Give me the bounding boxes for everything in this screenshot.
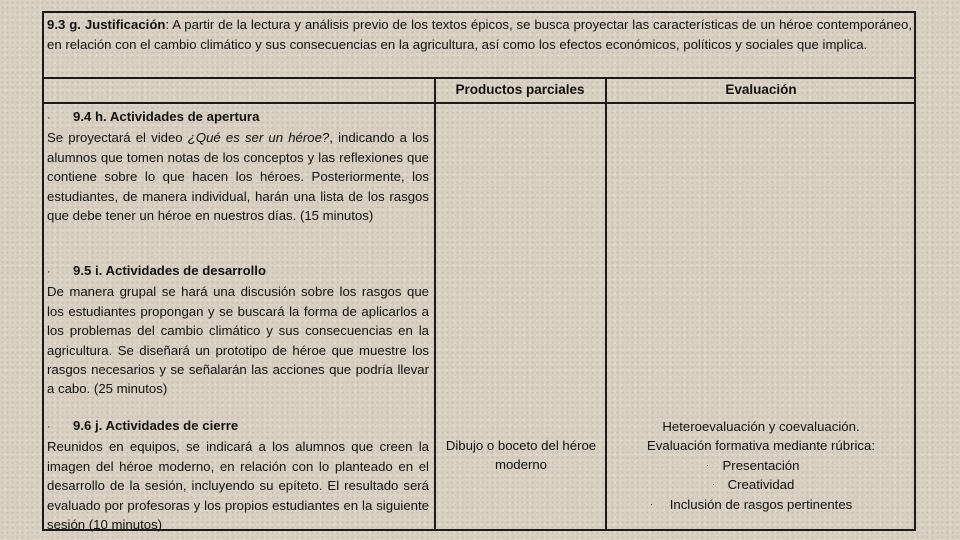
bullet-icon: · [706, 459, 709, 470]
header-products: Productos parciales [455, 82, 585, 97]
bullet-icon: · [47, 112, 51, 124]
justification-title: 9.3 g. Justificación [47, 17, 166, 32]
header-evaluation: Evaluación [725, 82, 797, 97]
section-closing-heading: · 9.6 j. Actividades de cierre [47, 416, 429, 437]
bullet-icon: · [712, 479, 715, 490]
column-divider-products [434, 77, 436, 531]
column-divider-evaluation [605, 77, 607, 531]
evaluation-item: · Creatividad [620, 475, 902, 494]
justification-paragraph [47, 15, 912, 54]
section-closing-body: Reunidos en equipos, se indicará a los alumnos que creen la imagen del héroe moderno, en relación con lo planteado en el desarrollo de la sesión, incluyendo su epíteto. El resultado será evaluado por profesoras y los propios estudiantes en la siguiente sesión (10 minutos) [47, 439, 429, 533]
section-opening [47, 107, 429, 225]
evaluation-closing [620, 417, 902, 514]
bullet-icon: · [47, 421, 51, 433]
section-closing [47, 416, 429, 534]
section-development-heading: · 9.5 i. Actividades de desarrollo [47, 261, 429, 282]
evaluation-item: · Inclusión de rasgos pertinentes [620, 495, 902, 514]
justification-text: : A partir de la lectura y análisis previo de los textos épicos, se busca proyectar las características de un héroe contemporáneo, en relación con el cambio climático y sus consecuencias en la agricultura, así como los efectos económicos, políticos y sociales que implica. [47, 17, 912, 52]
section-opening-body: Se proyectará el video ¿Qué es ser un héroe?, indicando a los alumnos que tomen notas de los conceptos y las reflexiones que contiene sobre lo que hacen los héroes. Posteriormente, los estudiantes, de manera individual, harán una lista de los rasgos que debe tener un héroe en nuestros días. (15 minutos) [47, 130, 429, 224]
product-closing: Dibujo o boceto del héroe moderno [445, 438, 597, 473]
evaluation-line-2: Evaluación formativa mediante rúbrica: [647, 438, 875, 454]
bullet-icon: · [650, 498, 653, 509]
section-opening-heading: · 9.4 h. Actividades de apertura [47, 107, 429, 128]
section-development [47, 261, 429, 399]
video-title: ¿Qué es ser un héroe? [187, 130, 330, 146]
evaluation-item: · Presentación [620, 456, 902, 475]
bullet-icon: · [47, 266, 51, 278]
evaluation-line-1: Heteroevaluación y coevaluación. [662, 419, 860, 434]
header-divider [42, 102, 916, 104]
section-development-body: De manera grupal se hará una discusión sobre los rasgos que los estudiantes propongan y se buscará la forma de aplicarlos a los problemas del cambio climático y sus consecuencias en la agricultura. Se diseñará un prototipo de héroe que muestre los rasgos necesarios y se señalarán las acciones que podría llevar a cabo. (25 minutos) [47, 284, 429, 397]
justification-divider [42, 77, 916, 79]
